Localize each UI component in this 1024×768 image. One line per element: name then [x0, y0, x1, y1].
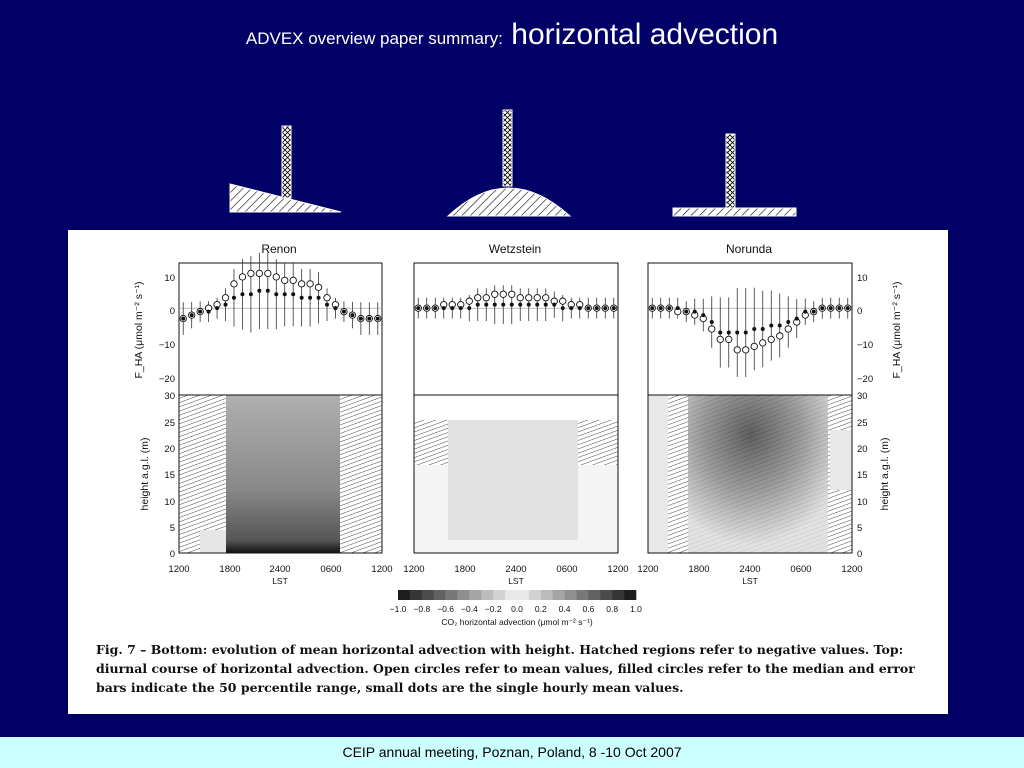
median-point — [761, 327, 765, 331]
colorbar-tick: −0.6 — [437, 604, 454, 614]
xlabel-wetzstein: LST — [508, 576, 524, 586]
median-point — [544, 303, 548, 307]
median-point — [342, 310, 346, 314]
colorbar-cell — [458, 590, 470, 600]
ylabel-bottom-right: height a.g.l. (m) — [879, 437, 891, 511]
colorbar-cell — [541, 590, 553, 600]
median-point — [552, 303, 556, 307]
median-point — [416, 306, 420, 310]
median-point — [240, 292, 244, 296]
hts-right-0: 0 — [857, 549, 863, 560]
mean-point — [500, 291, 506, 297]
mean-point — [475, 295, 481, 301]
xtick-renon-4: 1200 — [371, 564, 393, 575]
colorbar-tick: 0.0 — [511, 604, 523, 614]
hts-left-0: 0 — [169, 549, 175, 560]
mean-point — [256, 270, 262, 276]
median-point — [359, 317, 363, 321]
median-point — [718, 330, 722, 334]
hts-right-20: 20 — [857, 444, 868, 455]
median-point — [207, 310, 211, 314]
slope-terrain-icon — [230, 126, 341, 212]
figure-caption — [96, 640, 936, 697]
mean-point — [265, 270, 271, 276]
colorbar-label: CO₂ horizontal advection (μmol m⁻² s⁻¹) — [441, 617, 593, 627]
mean-point — [509, 291, 515, 297]
heatmap-wetzstein — [414, 395, 618, 553]
footer-text: CEIP annual meeting, Poznan, Poland, 8 -10 Oct 2007 — [342, 744, 682, 760]
ylabel-bottom-left: height a.g.l. (m) — [139, 437, 151, 511]
median-point — [735, 330, 739, 334]
median-point — [586, 306, 590, 310]
hts-right-15: 15 — [857, 470, 868, 481]
median-point — [829, 306, 833, 310]
colorbar-cell — [565, 590, 577, 600]
hts-right-25: 25 — [857, 418, 868, 429]
hts-left-20: 20 — [164, 444, 175, 455]
ytick-right-10: 10 — [857, 273, 868, 284]
median-point — [650, 306, 654, 310]
footer-bar — [0, 737, 1024, 768]
mean-point — [534, 295, 540, 301]
median-point — [450, 306, 454, 310]
colorbar-tick: 0.8 — [606, 604, 619, 614]
median-point — [501, 303, 505, 307]
hill-terrain-icon — [448, 110, 570, 216]
xtick-renon-0: 1200 — [168, 564, 190, 575]
hts-left-25: 25 — [164, 418, 175, 429]
median-point — [676, 306, 680, 310]
mean-point — [526, 295, 532, 301]
hts-right-10: 10 — [857, 497, 868, 508]
ytick-left-10: 10 — [164, 273, 175, 284]
median-point — [476, 303, 480, 307]
median-point — [232, 296, 236, 300]
ytick-right-minus20: −20 — [857, 374, 874, 385]
median-point — [667, 306, 671, 310]
colorbar-cell — [410, 590, 422, 600]
colorbar-cell — [624, 590, 636, 600]
ytick-left-minus20: −20 — [158, 374, 175, 385]
hts-left-5: 5 — [169, 523, 175, 534]
mean-point — [734, 347, 740, 353]
median-point — [224, 303, 228, 307]
hts-right-5: 5 — [857, 523, 863, 534]
colorbar-cell — [505, 590, 517, 600]
colorbar-cell — [612, 590, 624, 600]
median-point — [812, 310, 816, 314]
mean-point — [785, 326, 791, 332]
median-point — [215, 306, 219, 310]
median-point — [518, 303, 522, 307]
colorbar-tick: −0.2 — [484, 604, 502, 614]
colorbar-tick: −1.0 — [389, 604, 407, 614]
median-point — [459, 306, 463, 310]
xtick-wetzstein-0: 1200 — [403, 564, 425, 575]
xtick-wetzstein-3: 0600 — [556, 564, 578, 575]
hts-left-30: 30 — [164, 391, 175, 402]
median-point — [837, 306, 841, 310]
mean-point — [768, 336, 774, 342]
colorbar-cell — [588, 590, 600, 600]
xtick-wetzstein-1: 1800 — [454, 564, 476, 575]
colorbar-tick: 1.0 — [630, 604, 642, 614]
mean-point — [517, 295, 523, 301]
median-point — [710, 320, 714, 324]
median-point — [595, 306, 599, 310]
xlabel-renon: LST — [272, 576, 288, 586]
median-point — [249, 292, 253, 296]
mean-point — [282, 277, 288, 283]
panel-title-norunda: Norunda — [725, 242, 773, 256]
mean-point — [307, 281, 313, 287]
mean-point — [466, 298, 472, 304]
median-point — [569, 306, 573, 310]
median-point — [442, 306, 446, 310]
colorbar-cell — [577, 590, 589, 600]
xtick-wetzstein-2: 2400 — [505, 564, 527, 575]
colorbar — [390, 590, 643, 614]
colorbar-cell — [446, 590, 458, 600]
mean-point — [709, 326, 715, 332]
title-main: horizontal advection — [511, 18, 779, 51]
median-point — [820, 306, 824, 310]
mean-point — [239, 274, 245, 280]
median-point — [317, 296, 321, 300]
xtick-renon-3: 0600 — [320, 564, 342, 575]
median-point — [727, 330, 731, 334]
scatter-marks — [179, 253, 852, 377]
xlabel-norunda: LST — [742, 576, 758, 586]
heatmap-renon — [179, 395, 382, 553]
figure-plots — [68, 230, 948, 630]
median-point — [493, 303, 497, 307]
median-point — [527, 303, 531, 307]
hts-right-30: 30 — [857, 391, 868, 402]
mean-point — [743, 347, 749, 353]
xtick-norunda-4: 1200 — [841, 564, 863, 575]
xtick-norunda-3: 0600 — [790, 564, 812, 575]
hts-left-10: 10 — [164, 497, 175, 508]
panel-title-renon: Renon — [261, 242, 297, 256]
colorbar-tick: −0.8 — [413, 604, 431, 614]
xtick-norunda-1: 1800 — [688, 564, 710, 575]
mean-point — [222, 295, 228, 301]
hts-left-15: 15 — [164, 470, 175, 481]
median-point — [283, 292, 287, 296]
mean-point — [248, 270, 254, 276]
median-point — [367, 317, 371, 321]
panel-title-wetzstein: Wetzstein — [488, 242, 542, 256]
median-point — [433, 306, 437, 310]
median-point — [467, 306, 471, 310]
median-point — [266, 289, 270, 293]
median-point — [612, 306, 616, 310]
ytick-left-0: 0 — [169, 306, 175, 317]
mean-point — [492, 291, 498, 297]
median-point — [684, 310, 688, 314]
mean-point — [273, 274, 279, 280]
median-point — [795, 317, 799, 321]
ytick-left-minus10: −10 — [158, 340, 175, 351]
xtick-norunda-0: 1200 — [637, 564, 659, 575]
colorbar-cell — [600, 590, 612, 600]
heatmap-norunda — [648, 395, 852, 553]
median-point — [701, 313, 705, 317]
mean-point — [290, 277, 296, 283]
ytick-right-0: 0 — [857, 306, 863, 317]
slide-title — [0, 18, 1024, 52]
median-point — [510, 303, 514, 307]
axes-wetzstein-top — [414, 263, 618, 395]
median-point — [274, 292, 278, 296]
ytick-right-minus10: −10 — [857, 340, 874, 351]
colorbar-cell — [434, 590, 446, 600]
mean-point — [483, 295, 489, 301]
axes-norunda-top — [648, 263, 852, 395]
title-prefix: ADVEX overview paper summary: — [245, 29, 503, 48]
median-point — [300, 296, 304, 300]
median-point — [376, 317, 380, 321]
axes-renon-top — [179, 263, 382, 395]
median-point — [190, 313, 194, 317]
colorbar-cell — [481, 590, 493, 600]
colorbar-tick: 0.4 — [558, 604, 571, 614]
colorbar-cell — [493, 590, 505, 600]
colorbar-tick: 0.6 — [582, 604, 595, 614]
mean-point — [726, 336, 732, 342]
xtick-renon-2: 2400 — [269, 564, 291, 575]
median-point — [561, 306, 565, 310]
mean-point — [231, 281, 237, 287]
mean-point — [760, 340, 766, 346]
figure-panel — [68, 230, 948, 714]
mean-point — [315, 284, 321, 290]
median-point — [744, 330, 748, 334]
colorbar-tick: −0.4 — [461, 604, 478, 614]
median-point — [603, 306, 607, 310]
median-point — [659, 306, 663, 310]
mean-point — [751, 343, 757, 349]
caption-text: Fig. 7 – Bottom: evolution of mean horizontal advection with height. Hatched regions refer to negative values. Top: diurnal course of horizontal advection. Open circles refer to mean values, filled circles refer to the median and error bars indicate the 50 percentile range, small dots are the single hourly mean values. — [96, 642, 915, 695]
colorbar-cell — [422, 590, 434, 600]
median-point — [308, 296, 312, 300]
mean-point — [543, 295, 549, 301]
median-point — [198, 310, 202, 314]
median-point — [325, 303, 329, 307]
xtick-wetzstein-4: 1200 — [607, 564, 629, 575]
median-point — [803, 310, 807, 314]
median-point — [425, 306, 429, 310]
median-point — [350, 313, 354, 317]
median-point — [257, 289, 261, 293]
median-point — [778, 324, 782, 328]
median-point — [535, 303, 539, 307]
median-point — [333, 306, 337, 310]
median-point — [769, 324, 773, 328]
median-point — [484, 303, 488, 307]
colorbar-cell — [398, 590, 410, 600]
ylabel-top-right: F_HA (μmol m⁻² s⁻¹) — [891, 281, 903, 379]
mean-point — [560, 298, 566, 304]
median-point — [181, 317, 185, 321]
mean-point — [324, 295, 330, 301]
median-point — [693, 310, 697, 314]
median-point — [846, 306, 850, 310]
colorbar-tick: 0.2 — [534, 604, 547, 614]
xtick-norunda-2: 2400 — [739, 564, 761, 575]
flat-terrain-icon — [673, 134, 796, 216]
mean-point — [298, 281, 304, 287]
terrain-illustrations — [0, 100, 1024, 220]
mean-point — [777, 333, 783, 339]
colorbar-cell — [517, 590, 529, 600]
mean-point — [717, 336, 723, 342]
median-point — [291, 292, 295, 296]
colorbar-cell — [529, 590, 541, 600]
ylabel-top-left: F_HA (μmol m⁻² s⁻¹) — [133, 281, 145, 379]
colorbar-cell — [553, 590, 565, 600]
median-point — [578, 306, 582, 310]
colorbar-cell — [469, 590, 481, 600]
xtick-renon-1: 1800 — [219, 564, 241, 575]
median-point — [786, 320, 790, 324]
median-point — [752, 327, 756, 331]
